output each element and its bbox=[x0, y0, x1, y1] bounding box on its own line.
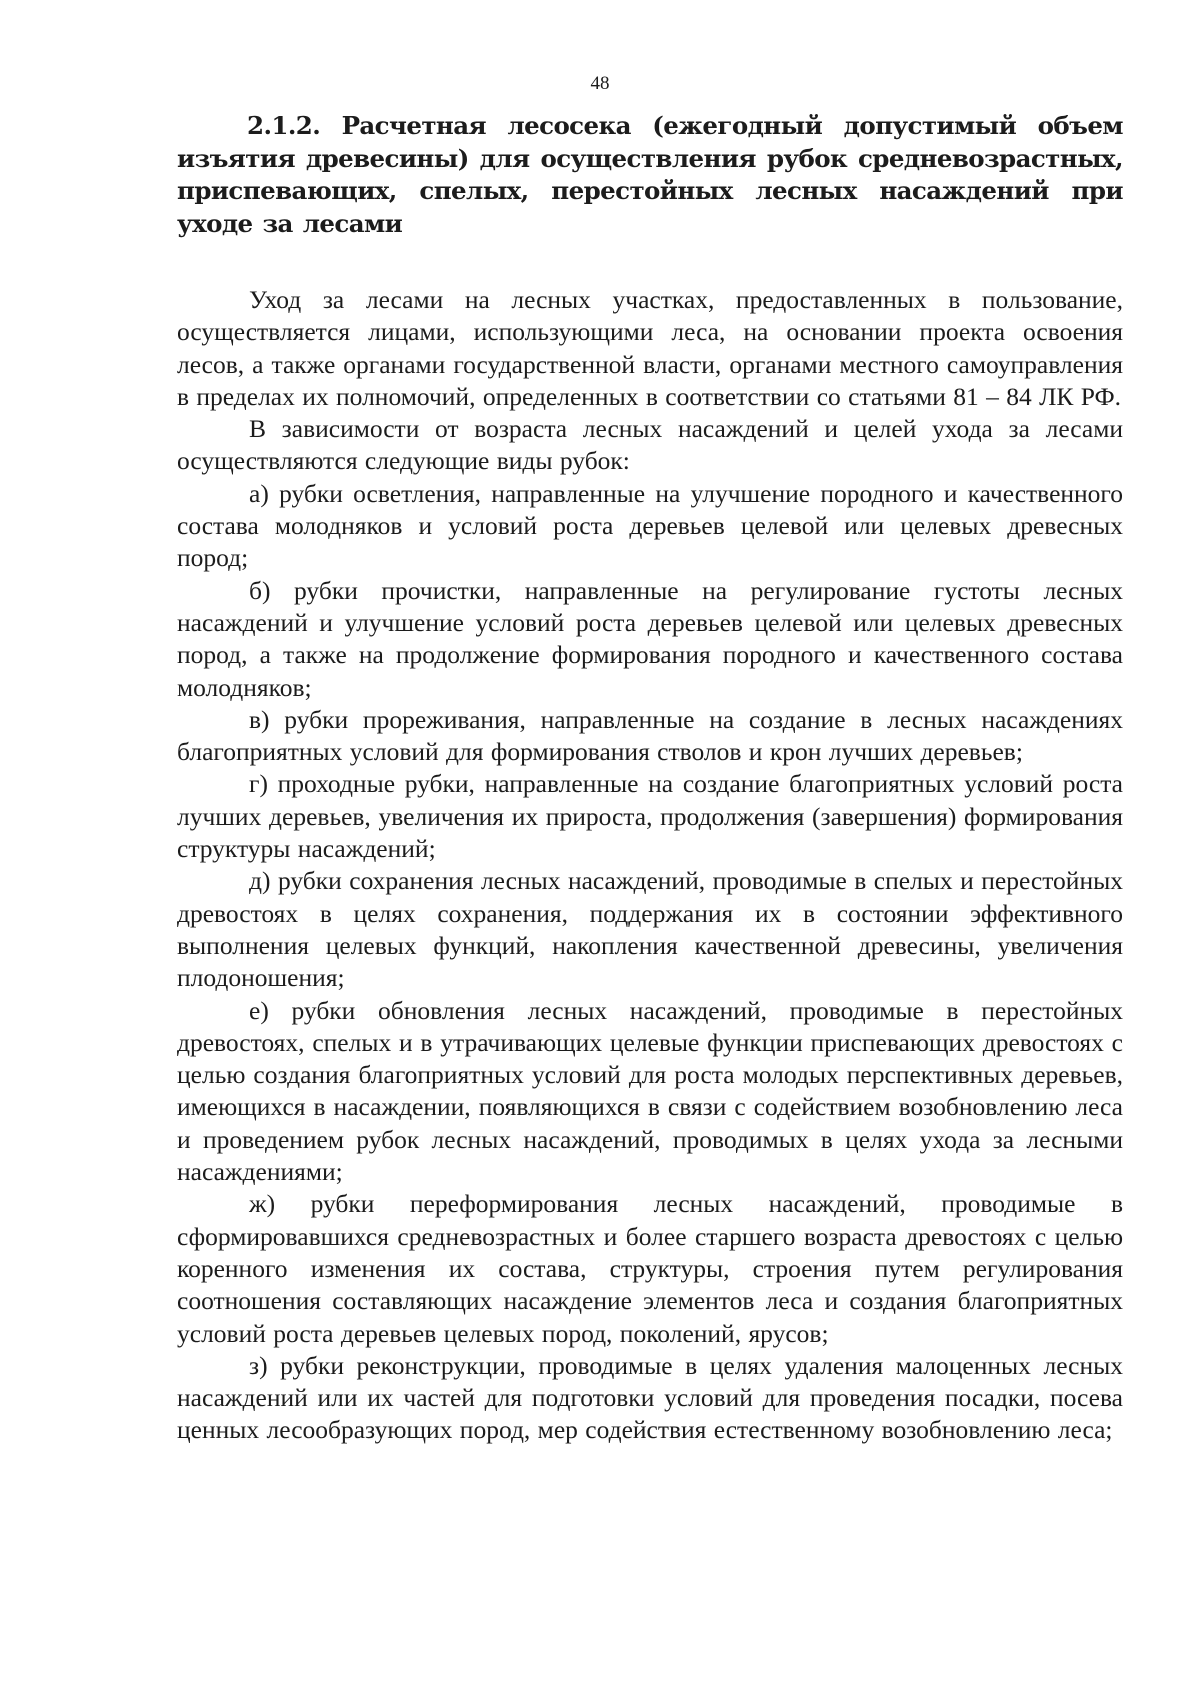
paragraph: В зависимости от возраста лесных насаждений и целей ухода за лесами осуществляются следующие виды рубок: bbox=[177, 414, 1123, 476]
document-body bbox=[177, 110, 1123, 1447]
section-heading: 2.1.2. Расчетная лесосека (ежегодный допустимый объем изъятия древесины) для осуществления рубок средневозрастных, приспевающих, спелых, перестойных лесных насаждений при уходе за лесами bbox=[177, 111, 1123, 238]
list-item: а) рубки осветления, направленные на улучшение породного и качественного состава молодняков и условий роста деревьев целевой или целевых древесных пород; bbox=[177, 478, 1123, 573]
list-item: б) рубки прочистки, направленные на регулирование густоты лесных насаждений и улучшение условий роста деревьев целевой или целевых древесных пород, а также на продолжение формирования породного и качественного состава молодняков; bbox=[177, 575, 1123, 702]
list-item: в) рубки прореживания, направленные на создание в лесных насаждениях благоприятных условий для формирования стволов и крон лучших деревьев; bbox=[177, 704, 1123, 767]
list-item: з) рубки реконструкции, проводимые в целях удаления малоценных лесных насаждений или их частей для подготовки условий для проведения посадки, посева ценных лесообразующих пород, мер содействия естественному возобновлению леса; bbox=[177, 1350, 1123, 1445]
list-item: ж) рубки переформирования лесных насаждений, проводимые в сформировавшихся средневозрастных и более старшего возраста древостоях с целью коренного изменения их состава, структуры, строения путем регулирования соотношения составляющих насаждение элементов леса и создания благоприятных условий роста деревьев целевых пород, поколений, ярусов; bbox=[177, 1189, 1123, 1348]
cutting-types-list bbox=[177, 478, 1123, 1447]
list-item: г) проходные рубки, направленные на создание благоприятных условий роста лучших деревьев, увеличения их прироста, продолжения (завершения) формирования структуры насаждений; bbox=[177, 769, 1123, 864]
paragraph: Уход за лесами на лесных участках, предоставленных в пользование, осуществляется лицами, использующими леса, на основании проекта освоения лесов, а также органами государственной власти, органами местного самоуправления в пределах их полномочий, определенных в соответствии со статьями 81 – 84 ЛК РФ. bbox=[177, 285, 1123, 411]
page-number: 48 bbox=[590, 73, 610, 94]
list-item: е) рубки обновления лесных насаждений, проводимые в перестойных древостоях, спелых и в утрачивающих целевые функции приспевающих древостоях с целью создания благоприятных условий для роста молодых перспективных деревьев, имеющихся в насаждении, появляющихся в связи с содействием возобновлению леса и проведением рубок лесных насаждений, проводимых в целях ухода за лесными насаждениями; bbox=[177, 995, 1123, 1187]
list-item: д) рубки сохранения лесных насаждений, проводимые в спелых и перестойных древостоях в целях сохранения, поддержания их в состоянии эффективного выполнения целевых функций, накопления качественной древесины, увеличения плодоношения; bbox=[177, 866, 1123, 993]
